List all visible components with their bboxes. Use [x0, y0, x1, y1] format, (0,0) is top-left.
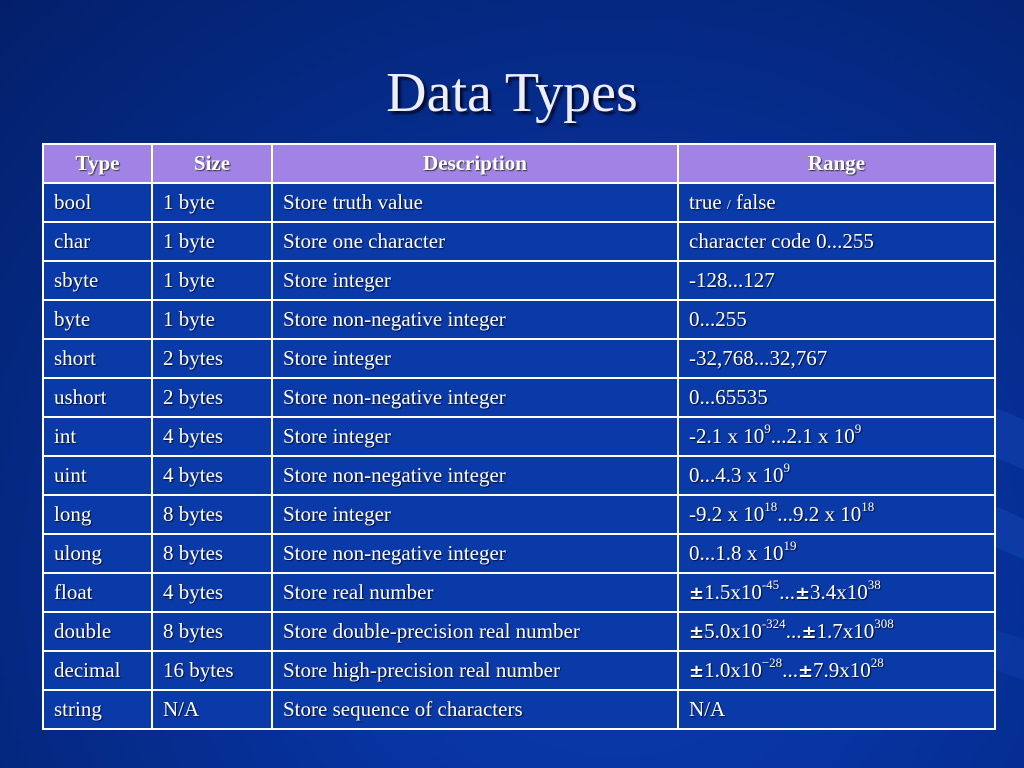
exponent: −28	[761, 655, 783, 670]
exponent: 9	[783, 460, 790, 475]
table-row	[43, 222, 995, 261]
range-cell	[678, 495, 995, 534]
size-cell: 1 byte	[152, 222, 272, 261]
description-cell: Store integer	[272, 339, 678, 378]
range-part: ...9.2 x 10	[777, 502, 862, 526]
type-cell: string	[43, 690, 152, 729]
description-cell: Store real number	[272, 573, 678, 612]
table-row	[43, 300, 995, 339]
data-types-table	[42, 143, 996, 730]
table-row	[43, 339, 995, 378]
range-part: true	[689, 190, 722, 214]
range-cell: character code 0...255	[678, 222, 995, 261]
type-cell: short	[43, 339, 152, 378]
table-row	[43, 261, 995, 300]
exponent: 308	[874, 616, 894, 631]
size-cell: 4 bytes	[152, 573, 272, 612]
exponent: 9	[854, 421, 862, 436]
range-cell: -128...127	[678, 261, 995, 300]
range-part: -9.2 x 10	[689, 502, 765, 526]
column-header-size: Size	[152, 144, 272, 183]
size-cell: 1 byte	[152, 183, 272, 222]
table-row	[43, 183, 995, 222]
range-part: 0...4.3 x 10	[689, 463, 784, 487]
range-dots: ...	[782, 658, 798, 682]
range-cell	[678, 651, 995, 690]
description-cell: Store non-negative integer	[272, 456, 678, 495]
type-cell: float	[43, 573, 152, 612]
column-header-type: Type	[43, 144, 152, 183]
type-cell: ushort	[43, 378, 152, 417]
table-row	[43, 495, 995, 534]
size-cell: 8 bytes	[152, 534, 272, 573]
size-cell: 8 bytes	[152, 495, 272, 534]
size-cell: N/A	[152, 690, 272, 729]
description-cell: Store sequence of characters	[272, 690, 678, 729]
plus-minus-sign: ±	[689, 622, 705, 643]
table-row	[43, 573, 995, 612]
description-cell: Store high-precision real number	[272, 651, 678, 690]
description-cell: Store non-negative integer	[272, 534, 678, 573]
exponent: 28	[870, 655, 884, 670]
type-cell: double	[43, 612, 152, 651]
range-cell	[678, 456, 995, 495]
plus-minus-sign: ±	[801, 622, 817, 643]
type-cell: bool	[43, 183, 152, 222]
description-cell: Store non-negative integer	[272, 300, 678, 339]
range-part: 1.7x10	[816, 619, 875, 643]
column-header-range: Range	[678, 144, 995, 183]
range-cell	[678, 417, 995, 456]
table-row	[43, 651, 995, 690]
size-cell: 4 bytes	[152, 417, 272, 456]
description-cell: Store integer	[272, 261, 678, 300]
size-cell: 4 bytes	[152, 456, 272, 495]
range-part: 1.5x10	[704, 580, 762, 604]
description-cell: Store one character	[272, 222, 678, 261]
range-cell	[678, 183, 995, 222]
range-part: -2.1 x 10	[689, 424, 765, 448]
column-header-description: Description	[272, 144, 678, 183]
type-cell: char	[43, 222, 152, 261]
plus-minus-sign: ±	[689, 583, 705, 604]
table-row	[43, 690, 995, 729]
type-cell: ulong	[43, 534, 152, 573]
exponent: -45	[761, 577, 780, 592]
range-cell: -32,768...32,767	[678, 339, 995, 378]
type-cell: sbyte	[43, 261, 152, 300]
plus-minus-sign: ±	[797, 661, 814, 682]
size-cell: 8 bytes	[152, 612, 272, 651]
description-cell: Store double-precision real number	[272, 612, 678, 651]
description-cell: Store integer	[272, 417, 678, 456]
exponent: 18	[861, 499, 875, 514]
range-cell: N/A	[678, 690, 995, 729]
size-cell: 1 byte	[152, 261, 272, 300]
size-cell: 1 byte	[152, 300, 272, 339]
range-part: 7.9x10	[813, 658, 871, 682]
type-cell: int	[43, 417, 152, 456]
plus-minus-sign: ±	[689, 661, 705, 682]
size-cell: 2 bytes	[152, 339, 272, 378]
range-cell	[678, 573, 995, 612]
range-cell	[678, 612, 995, 651]
table-row	[43, 417, 995, 456]
plus-minus-sign: ±	[794, 583, 811, 604]
type-cell: byte	[43, 300, 152, 339]
size-cell: 16 bytes	[152, 651, 272, 690]
type-cell: decimal	[43, 651, 152, 690]
range-part: false	[736, 190, 776, 214]
range-part: ...2.1 x 10	[770, 424, 855, 448]
exponent: 38	[867, 577, 881, 592]
range-cell	[678, 534, 995, 573]
type-cell: long	[43, 495, 152, 534]
slide-title: Data Types	[386, 62, 638, 124]
description-cell: Store non-negative integer	[272, 378, 678, 417]
table-row	[43, 456, 995, 495]
range-part: 5.0x10	[704, 619, 762, 643]
description-cell: Store integer	[272, 495, 678, 534]
table-row	[43, 378, 995, 417]
exponent: 18	[764, 499, 778, 514]
range-cell: 0...255	[678, 300, 995, 339]
table-row	[43, 612, 995, 651]
range-cell: 0...65535	[678, 378, 995, 417]
exponent: -324	[761, 616, 786, 631]
exponent: 19	[783, 538, 797, 553]
range-separator: /	[726, 198, 731, 213]
range-part: 3.4x10	[810, 580, 868, 604]
range-part: 1.0x10	[704, 658, 762, 682]
range-part: 0...1.8 x 10	[689, 541, 784, 565]
table-row	[43, 534, 995, 573]
description-cell: Store truth value	[272, 183, 678, 222]
size-cell: 2 bytes	[152, 378, 272, 417]
range-dots: ...	[779, 580, 795, 604]
exponent: 9	[764, 421, 771, 436]
type-cell: uint	[43, 456, 152, 495]
table-header-row	[43, 144, 995, 183]
range-dots: ...	[785, 619, 802, 643]
